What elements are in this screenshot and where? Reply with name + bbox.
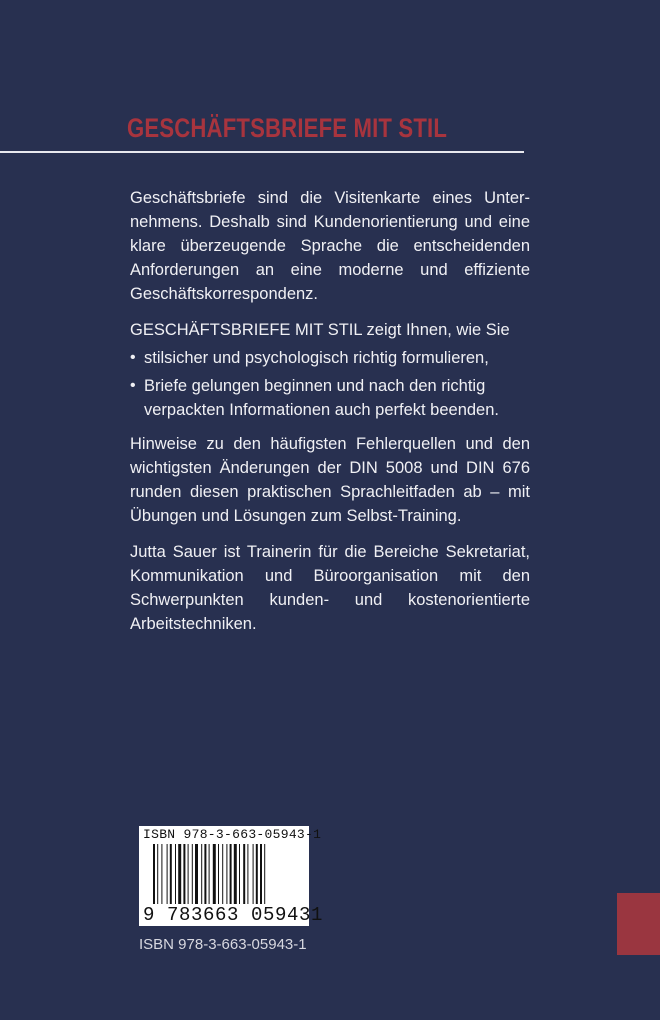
- barcode-bars-icon: [153, 844, 299, 904]
- bullet-text: Briefe gelungen beginnen und nach den richtig verpackten Informationen auch perfekt beenden.: [144, 377, 499, 419]
- bullet-text: stilsicher und psychologisch richtig formulieren,: [144, 349, 489, 367]
- paragraph-intro: Geschäftsbriefe sind die Visitenkarte eines Unternehmens. Deshalb sind Kundenorientierung und eine klare überzeugende Sprache die entscheidenden Anforderungen an eine moderne und effiziente Geschäftskorrespondenz.: [130, 189, 530, 303]
- barcode-bar: [247, 844, 248, 904]
- barcode-bar: [264, 844, 265, 904]
- bullet-list: [130, 346, 530, 422]
- barcode-bar: [239, 844, 240, 904]
- barcode-bar: [175, 844, 176, 904]
- barcode-bar: [260, 844, 262, 904]
- barcode-label: [139, 826, 324, 926]
- barcode-bar: [178, 844, 181, 904]
- barcode-bar: [188, 844, 189, 904]
- bullet-item: [130, 346, 530, 370]
- paragraph-hints: Hinweise zu den häufigsten Fehlerquellen und den wichtigsten Änderungen der DIN 5008 und DIN 676 runden diesen praktischen Sprachleitfaden ab – mit Übungen und Lösungen zum Selbst-Training.: [130, 435, 530, 525]
- barcode-bar: [222, 844, 223, 904]
- book-title: GESCHÄFTSBRIEFE MIT STIL: [127, 113, 448, 143]
- isbn-number: ISBN 978-3-663-05943-1: [139, 936, 307, 953]
- bullet-dot-icon: •: [130, 349, 136, 366]
- barcode-isbn-text: ISBN 978-3-663-05943-1: [143, 827, 322, 842]
- bullet-item: [130, 374, 530, 422]
- paragraph-lead: GESCHÄFTSBRIEFE MIT STIL zeigt Ihnen, wie Sie: [130, 321, 510, 339]
- barcode-bar: [230, 844, 232, 904]
- barcode-bar: [256, 844, 258, 904]
- title-divider: [0, 151, 524, 153]
- paragraph-author: Jutta Sauer ist Trainerin für die Bereiche Sekretariat, Kommunikation und Büroorganisation mit den Schwerpunkten kunden- und kostenorientierte Arbeitstechniken.: [130, 543, 530, 633]
- bullet-dot-icon: •: [130, 377, 136, 394]
- blurb-text: [130, 186, 530, 648]
- barcode-bar: [192, 844, 193, 904]
- barcode-digits: 9 783663 059431: [143, 904, 324, 926]
- barcode-bar: [195, 844, 198, 904]
- barcode-bar: [167, 844, 168, 904]
- barcode-bar: [218, 844, 219, 904]
- barcode-bar: [226, 844, 227, 904]
- barcode-bar: [209, 844, 210, 904]
- barcode-bar: [157, 844, 158, 904]
- barcode-bar: [204, 844, 206, 904]
- barcode-bar: [201, 844, 202, 904]
- accent-block: [617, 893, 660, 955]
- barcode-bar: [170, 844, 172, 904]
- barcode-bar: [234, 844, 237, 904]
- barcode-bar: [243, 844, 245, 904]
- barcode-bar: [183, 844, 185, 904]
- barcode-bar: [161, 844, 162, 904]
- barcode-bar: [253, 844, 254, 904]
- barcode-bar: [213, 844, 216, 904]
- barcode-bar: [153, 844, 155, 904]
